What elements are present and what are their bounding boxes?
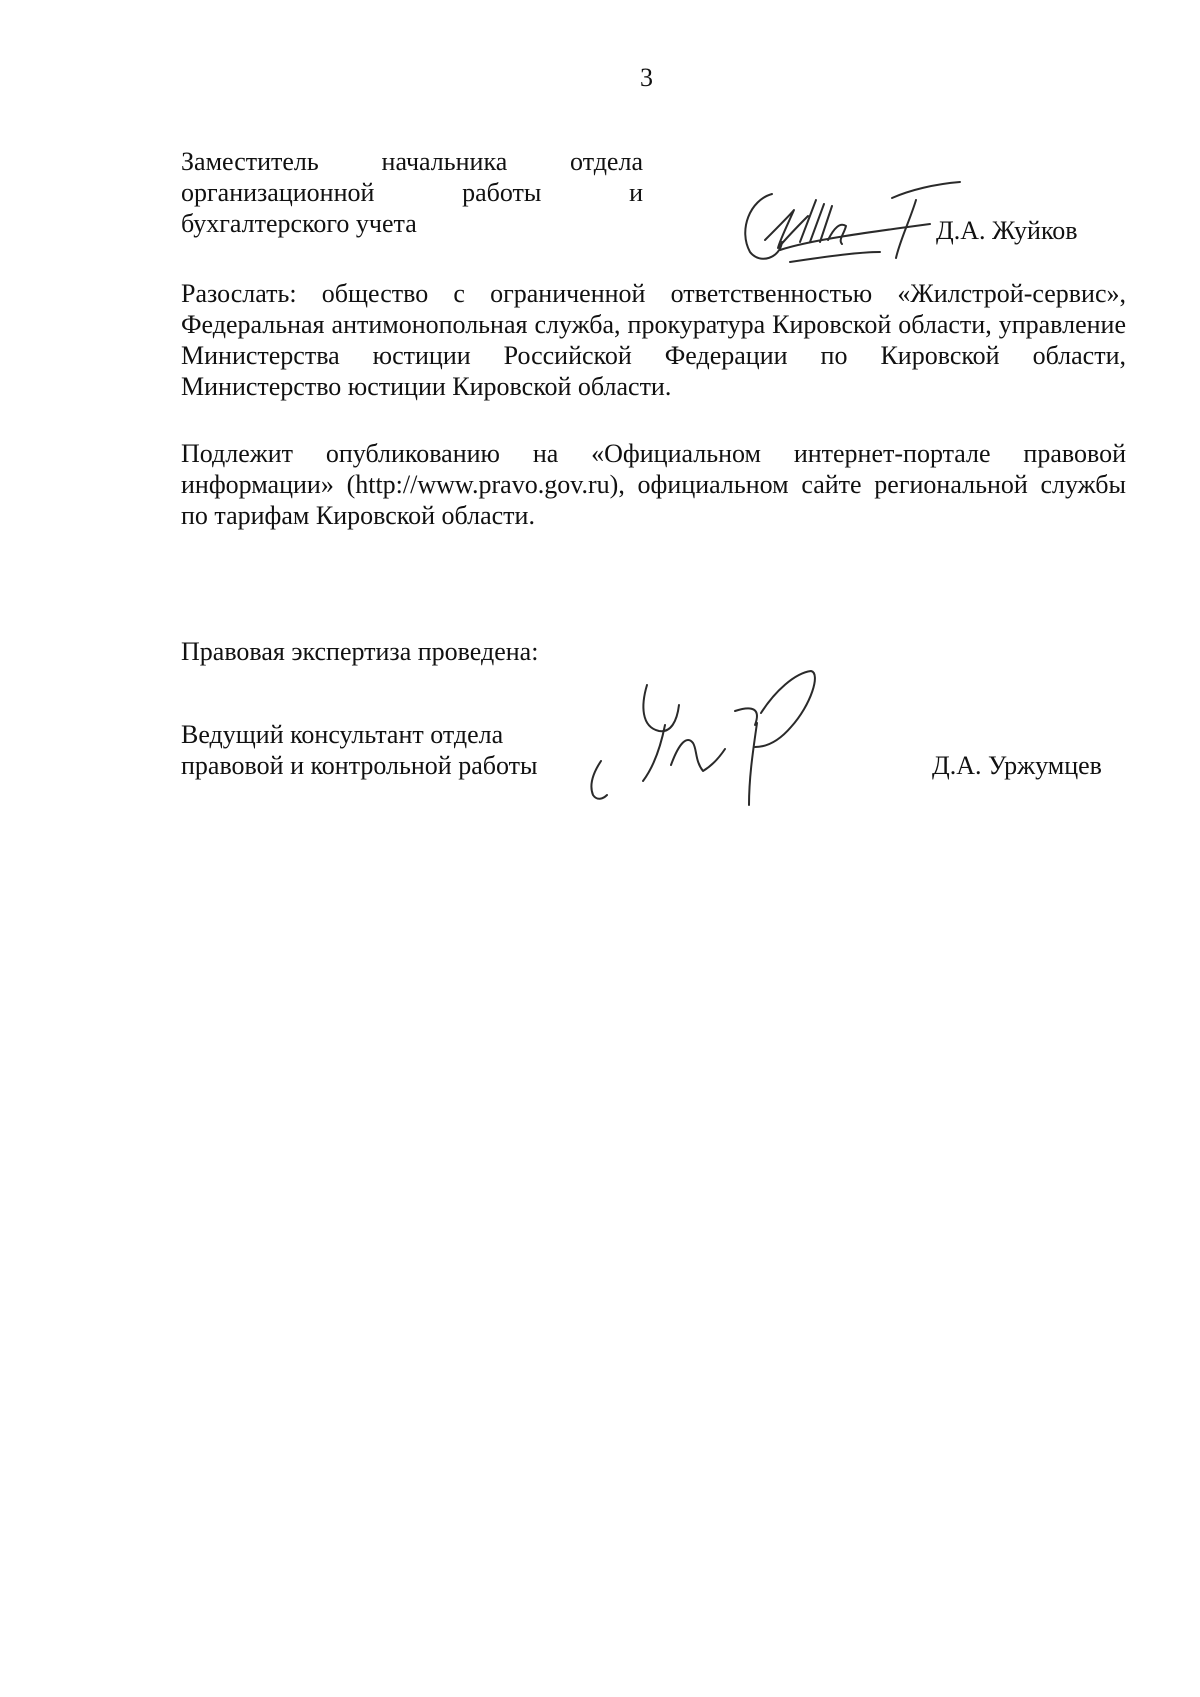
publication-note: Подлежит опубликованию на «Официальном интернет-портале правовой информации» (http://www.pravo.gov.ru), официальном сайте региональной службы по тарифам Кировской области. (181, 439, 1126, 530)
expert-position-block (181, 719, 601, 781)
expert-position-line: правовой и контрольной работы (181, 751, 538, 780)
handwritten-signature-urzhumtsev (585, 665, 845, 810)
signer-position-block (181, 146, 643, 239)
expert-name: Д.А. Уржумцев (932, 751, 1102, 780)
distribution-list: Разослать: общество с ограниченной ответственностью «Жилстрой-сервис», Федеральная антимонопольная служба, прокуратура Кировской области, управление Министерства юстиции Российской Федерации по Кировской области, Министерство юстиции Кировской области. (181, 279, 1126, 401)
signer-position-line: бухгалтерского учета (181, 209, 417, 238)
signer-name: Д.А. Жуйков (936, 216, 1078, 245)
signer-position-line: Заместитель начальника отдела (181, 147, 643, 176)
page-number: 3 (640, 63, 653, 92)
expert-position-line: Ведущий консультант отдела (181, 720, 504, 749)
handwritten-signature-zhuykov (720, 170, 970, 270)
legal-review-title: Правовая экспертиза проведена: (181, 637, 539, 666)
signer-position-line: организационной работы и (181, 178, 643, 207)
